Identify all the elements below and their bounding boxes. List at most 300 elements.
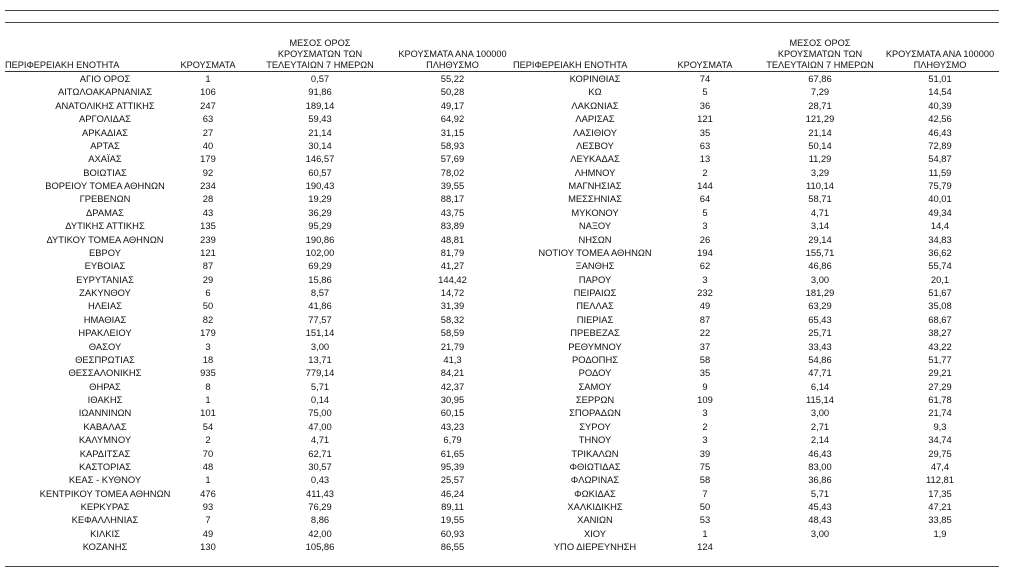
cell-avg7: 45,43 (808, 501, 832, 512)
cell-per100k: 57,69 (440, 153, 465, 165)
cell-avg7: 47,00 (308, 420, 332, 432)
cell-avg7: 6,14 (810, 380, 830, 392)
cell-cases: 135 (200, 220, 216, 232)
cell-region: ΛΕΥΚΑΔΑΣ (570, 153, 620, 165)
cell-avg7: 13,71 (308, 353, 332, 365)
cell-region: ΙΩΑΝΝΙΝΩΝ (78, 407, 132, 419)
table-row (5, 313, 505, 326)
table-row (5, 99, 505, 112)
cell-per100k: 31,15 (440, 126, 465, 138)
table-row (505, 206, 999, 219)
cell-avg7: 3,00 (810, 273, 830, 285)
cell-per100k: 27,29 (928, 380, 952, 392)
cell-region: ΕΒΡΟΥ (88, 246, 121, 258)
cell-avg7: 151,14 (305, 327, 335, 339)
cell-region: ΡΟΔΟΥ (578, 367, 612, 379)
table-row (505, 192, 999, 205)
cell-per100k: 83,89 (440, 220, 465, 232)
cell-avg7: 21,14 (308, 126, 332, 138)
cell-avg7: 7,29 (810, 86, 830, 98)
cell-per100k: 41,27 (440, 260, 465, 272)
top-rule-secondary (5, 22, 999, 23)
cell-region: ΚΕΝΤΡΙΚΟΥ ΤΟΜΕΑ ΑΘΗΝΩΝ (39, 487, 171, 499)
table-row (505, 299, 999, 312)
table-row (5, 406, 505, 419)
cell-cases: 7 (205, 514, 211, 526)
cell-avg7: 0,14 (310, 394, 330, 405)
cell-avg7: 411,43 (306, 487, 334, 499)
cell-per100k: 86,55 (440, 541, 465, 553)
header-per100k: ΚΡΟΥΣΜΑΤΑ ΑΝΑ 100000 ΠΛΗΘΥΣΜΟ (398, 49, 507, 70)
cell-avg7: 91,86 (308, 86, 332, 98)
cell-avg7: 36,29 (308, 206, 332, 218)
cell-region: ΚΕΡΚΥΡΑΣ (80, 501, 130, 512)
cell-cases: 3 (702, 407, 708, 419)
cell-per100k: 34,74 (928, 434, 952, 446)
header-cases: ΚΡΟΥΣΜΑΤΑ (677, 60, 733, 70)
cell-region: ΝΟΤΙΟΥ ΤΟΜΕΑ ΑΘΗΝΩΝ (538, 246, 652, 258)
cell-avg7: 75,00 (308, 407, 332, 419)
table-row (505, 126, 999, 139)
cell-region: ΤΡΙΚΑΛΩΝ (571, 447, 619, 459)
table-header (5, 30, 505, 72)
cell-region: ΑΧΑΪΑΣ (88, 153, 122, 165)
cell-region: ΔΥΤΙΚΗΣ ΑΤΤΙΚΗΣ (65, 220, 145, 232)
cell-cases: 22 (699, 327, 711, 339)
cell-region: ΗΡΑΚΛΕΙΟΥ (78, 327, 132, 339)
cell-region: ΜΥΚΟΝΟΥ (571, 206, 619, 218)
cell-region: ΦΩΚΙΔΑΣ (574, 487, 616, 499)
cell-per100k: 46,43 (928, 126, 952, 138)
table-row (5, 513, 505, 526)
cell-cases: 247 (200, 99, 216, 111)
cell-avg7: 67,86 (808, 73, 832, 84)
cell-per100k: 58,93 (440, 139, 465, 151)
cell-avg7: 8,86 (310, 514, 330, 526)
table-header (505, 30, 999, 72)
cell-region: ΖΑΚΥΝΘΟΥ (79, 287, 131, 298)
cell-per100k: 33,85 (928, 514, 952, 526)
cell-cases: 93 (202, 501, 214, 512)
cell-avg7: 15,86 (308, 273, 332, 285)
cell-cases: 35 (699, 367, 711, 379)
cell-region: ΚΑΒΑΛΑΣ (83, 420, 127, 432)
cell-region: ΚΑΛΥΜΝΟΥ (78, 434, 132, 446)
cell-per100k: 14,4 (930, 220, 950, 232)
table-row (5, 85, 505, 98)
cell-avg7: 46,43 (808, 447, 832, 459)
cell-avg7: 54,86 (808, 353, 832, 365)
cell-per100k: 21,79 (440, 340, 465, 352)
cell-avg7: 63,29 (808, 300, 832, 312)
table-body (505, 72, 999, 554)
table-right (505, 30, 999, 554)
cell-avg7: 2,71 (810, 420, 830, 432)
cell-avg7: 189,14 (305, 99, 335, 111)
cell-avg7: 21,14 (808, 126, 832, 138)
cell-avg7: 2,14 (810, 434, 830, 446)
cell-avg7: 115,14 (806, 394, 834, 405)
cell-per100k: 36,62 (928, 246, 952, 258)
cell-avg7: 105,86 (305, 541, 335, 553)
header-avg7: ΜΕΣΟΣ ΟΡΟΣ ΚΡΟΥΣΜΑΤΩΝ ΤΩΝ ΤΕΛΕΥΤΑΙΩΝ 7 ΗΜΕΡΩΝ (266, 38, 374, 70)
cell-cases: 50 (202, 300, 214, 312)
table-row (505, 313, 999, 326)
cell-per100k: 46,24 (440, 487, 465, 499)
top-rule (5, 10, 999, 11)
cell-cases: 7 (702, 487, 708, 499)
cell-per100k: 43,22 (928, 340, 952, 352)
cell-avg7: 0,43 (310, 474, 330, 486)
cell-per100k: 34,83 (928, 233, 952, 245)
table-row (505, 406, 999, 419)
cell-per100k: 43,23 (440, 420, 465, 432)
cell-avg7: 46,86 (808, 260, 832, 272)
cell-region: ΛΑΡΙΣΑΣ (575, 113, 615, 125)
cell-cases: 106 (200, 86, 216, 98)
cell-per100k: 60,15 (440, 407, 465, 419)
table-row (5, 206, 505, 219)
cell-cases: 179 (200, 153, 216, 165)
cell-per100k: 14,54 (928, 86, 952, 98)
table-row (5, 152, 505, 165)
cell-region: ΑΡΤΑΣ (90, 139, 120, 151)
cell-region: ΗΛΕΙΑΣ (88, 300, 122, 312)
cell-avg7: 59,43 (308, 113, 332, 125)
cell-avg7: 77,57 (308, 313, 332, 325)
bottom-rule (5, 566, 999, 567)
cell-region: ΡΕΘΥΜΝΟΥ (568, 340, 622, 352)
cell-avg7: 0,57 (310, 73, 330, 84)
table-row (505, 500, 999, 513)
table-row (5, 380, 505, 393)
cell-cases: 130 (200, 541, 216, 553)
cell-region: ΒΟΙΩΤΙΑΣ (83, 166, 127, 178)
cell-region: ΘΗΡΑΣ (89, 380, 121, 392)
cell-per100k: 58,59 (440, 327, 465, 339)
cell-cases: 70 (202, 447, 214, 459)
cell-cases: 2 (702, 166, 708, 178)
table-row (505, 112, 999, 125)
cell-avg7: 58,71 (808, 193, 832, 205)
cell-cases: 3 (702, 273, 708, 285)
cell-avg7: 190,43 (305, 180, 335, 191)
table-row (5, 353, 505, 366)
cell-region: ΧΑΛΚΙΔΙΚΗΣ (567, 501, 623, 512)
cell-cases: 194 (697, 246, 713, 258)
table-row (5, 179, 505, 192)
table-row (505, 393, 999, 406)
cell-cases: 92 (202, 166, 214, 178)
cell-cases: 37 (699, 340, 711, 352)
header-avg7: ΜΕΣΟΣ ΟΡΟΣ ΚΡΟΥΣΜΑΤΩΝ ΤΩΝ ΤΕΛΕΥΤΑΙΩΝ 7 ΗΜΕΡΩΝ (766, 38, 874, 70)
cell-avg7: 47,71 (808, 367, 832, 379)
cell-region: ΚΙΛΚΙΣ (90, 527, 120, 539)
cell-cases: 40 (202, 139, 214, 151)
table-row (5, 500, 505, 513)
cell-cases: 6 (205, 287, 211, 298)
cell-region: ΕΥΡΥΤΑΝΙΑΣ (76, 273, 134, 285)
cell-per100k: 21,74 (928, 407, 952, 419)
cell-per100k: 47,4 (930, 460, 950, 472)
cell-avg7: 11,29 (808, 153, 832, 165)
cell-per100k: 38,27 (928, 327, 952, 339)
table-row (5, 112, 505, 125)
cell-cases: 29 (202, 273, 214, 285)
cell-per100k: 48,81 (440, 233, 465, 245)
table-row (505, 366, 999, 379)
cell-region: ΥΠΟ ΔΙΕΡΕΥΝΗΣΗ (553, 541, 637, 553)
cell-region: ΡΟΔΟΠΗΣ (571, 353, 619, 365)
table-row (5, 299, 505, 312)
cell-per100k: 29,75 (928, 447, 952, 459)
cell-cases: 3 (702, 434, 708, 446)
cell-per100k: 51,01 (928, 73, 952, 84)
table-row (505, 353, 999, 366)
cell-cases: 1 (205, 73, 211, 84)
cell-per100k: 41,3 (443, 353, 462, 365)
cell-per100k: 72,89 (928, 139, 952, 151)
table-row (5, 393, 505, 406)
cell-per100k: 55,22 (440, 73, 465, 84)
table-row (5, 166, 505, 179)
cell-region: ΚΑΡΔΙΤΣΑΣ (79, 447, 131, 459)
cell-cases: 101 (200, 407, 216, 419)
cell-cases: 1 (205, 474, 211, 486)
cell-avg7: 36,86 (808, 474, 832, 486)
table-row (505, 513, 999, 526)
cell-avg7: 3,00 (310, 340, 330, 352)
cell-cases: 3 (205, 340, 211, 352)
cell-cases: 476 (200, 487, 216, 499)
cell-avg7: 5,71 (810, 487, 830, 499)
cell-per100k: 64,92 (440, 113, 465, 125)
cell-per100k: 29,21 (928, 367, 952, 379)
cell-per100k: 20,1 (930, 273, 950, 285)
cell-per100k: 50,28 (440, 86, 465, 98)
cell-cases: 1 (702, 527, 708, 539)
cell-region: ΚΑΣΤΟΡΙΑΣ (78, 460, 132, 472)
cell-region: ΣΠΟΡΑΔΩΝ (569, 407, 621, 419)
cell-avg7: 4,71 (810, 206, 830, 218)
table-row (5, 139, 505, 152)
table-row (5, 192, 505, 205)
table-row (505, 473, 999, 486)
cell-avg7: 181,29 (805, 287, 835, 298)
cell-per100k: 89,11 (441, 501, 464, 512)
cell-region: ΛΑΣΙΘΙΟΥ (572, 126, 618, 138)
table-row (505, 487, 999, 500)
table-row (505, 85, 999, 98)
cell-cases: 63 (202, 113, 214, 125)
cell-cases: 3 (702, 220, 708, 232)
table-row (505, 179, 999, 192)
table-row (5, 246, 505, 259)
cell-region: ΤΗΝΟΥ (578, 434, 612, 446)
table-left (5, 30, 505, 554)
cell-cases: 75 (699, 460, 711, 472)
table-row (505, 340, 999, 353)
cell-per100k: 11,59 (928, 166, 952, 178)
table-row (505, 273, 999, 286)
cell-cases: 43 (202, 206, 214, 218)
cell-per100k: 61,65 (440, 447, 465, 459)
cell-region: ΑΝΑΤΟΛΙΚΗΣ ΑΤΤΙΚΗΣ (55, 99, 155, 111)
cell-region: ΞΑΝΘΗΣ (575, 260, 615, 272)
cell-cases: 121 (200, 246, 216, 258)
cell-avg7: 50,14 (808, 139, 832, 151)
cell-cases: 87 (202, 260, 214, 272)
cell-cases: 124 (697, 541, 713, 553)
cell-region: ΦΘΙΩΤΙΔΑΣ (569, 460, 621, 472)
cell-avg7: 3,00 (810, 407, 830, 419)
cell-per100k: 84,21 (440, 367, 465, 379)
cell-region: ΑΙΤΩΛΟΑΚΑΡΝΑΝΙΑΣ (57, 86, 153, 98)
cell-cases: 1 (205, 394, 211, 405)
cell-cases: 27 (202, 126, 214, 138)
table-row (505, 99, 999, 112)
cell-region: ΝΗΣΩΝ (578, 233, 612, 245)
cell-region: ΠΙΕΡΙΑΣ (576, 313, 614, 325)
cell-avg7: 28,71 (808, 99, 832, 111)
cell-per100k: 68,67 (928, 313, 952, 325)
cell-cases: 62 (699, 260, 711, 272)
header-per100k: ΚΡΟΥΣΜΑΤΑ ΑΝΑ 100000 ΠΛΗΘΥΣΜΟ (885, 49, 995, 70)
cell-avg7: 41,86 (308, 300, 332, 312)
cell-cases: 35 (699, 126, 711, 138)
cell-region: ΣΥΡΟΥ (579, 420, 611, 432)
cell-avg7: 102,00 (305, 246, 335, 258)
table-row (505, 259, 999, 272)
table-row (505, 152, 999, 165)
cell-per100k: 112,81 (926, 474, 954, 486)
cell-avg7: 30,14 (308, 139, 332, 151)
cell-avg7: 76,29 (308, 501, 332, 512)
cell-cases: 28 (202, 193, 214, 205)
cell-per100k: 75,79 (928, 180, 952, 191)
table-row (5, 420, 505, 433)
cell-cases: 2 (702, 420, 708, 432)
table-row (5, 433, 505, 446)
cell-region: ΜΑΓΝΗΣΙΑΣ (568, 180, 622, 191)
cell-per100k: 31,39 (440, 300, 465, 312)
cell-cases: 121 (697, 113, 713, 125)
cell-cases: 63 (699, 139, 711, 151)
cell-cases: 18 (202, 353, 214, 365)
table-row (505, 447, 999, 460)
cell-per100k: 60,93 (440, 527, 465, 539)
table-body (5, 72, 505, 554)
cell-avg7: 60,57 (308, 166, 332, 178)
cell-region: ΔΥΤΙΚΟΥ ΤΟΜΕΑ ΑΘΗΝΩΝ (46, 233, 164, 245)
cell-region: ΚΩ (588, 86, 602, 98)
cell-region: ΠΑΡΟΥ (578, 273, 612, 285)
cell-per100k: 9,3 (933, 420, 947, 432)
cell-cases: 5 (702, 206, 708, 218)
cell-cases: 74 (699, 73, 711, 84)
cell-per100k: 35,08 (928, 300, 952, 312)
cell-per100k: 78,02 (440, 166, 465, 178)
cell-per100k: 40,39 (928, 99, 952, 111)
table-row (505, 527, 999, 540)
cell-region: ΗΜΑΘΙΑΣ (83, 313, 127, 325)
cell-avg7: 3,29 (810, 166, 830, 178)
cell-cases: 58 (699, 474, 711, 486)
cell-region: ΔΡΑΜΑΣ (86, 206, 124, 218)
cell-region: ΑΡΚΑΔΙΑΣ (82, 126, 128, 138)
table-row (5, 473, 505, 486)
cell-per100k: 55,74 (928, 260, 952, 272)
cell-avg7: 19,29 (308, 193, 332, 205)
cell-cases: 9 (702, 380, 708, 392)
cell-region: ΦΛΩΡΙΝΑΣ (570, 474, 620, 486)
table-row (5, 487, 505, 500)
cell-cases: 50 (699, 501, 711, 512)
cell-avg7: 69,29 (308, 260, 332, 272)
table-row (505, 233, 999, 246)
cell-avg7: 25,71 (808, 327, 832, 339)
cell-per100k: 42,37 (440, 380, 465, 392)
cell-per100k: 43,75 (440, 206, 465, 218)
cell-region: ΛΗΜΝΟΥ (574, 166, 616, 178)
table-row (5, 233, 505, 246)
cell-per100k: 88,17 (440, 193, 465, 205)
table-row (5, 447, 505, 460)
cell-per100k: 144,42 (438, 273, 467, 285)
cell-per100k: 51,77 (928, 353, 952, 365)
table-row (505, 420, 999, 433)
cell-region: ΠΕΙΡΑΙΩΣ (573, 287, 617, 298)
cell-region: ΘΕΣΠΡΩΤΙΑΣ (75, 353, 135, 365)
cell-avg7: 95,29 (308, 220, 332, 232)
cell-cases: 39 (699, 447, 711, 459)
table-row (5, 540, 505, 553)
cell-cases: 13 (699, 153, 711, 165)
cell-per100k: 95,39 (440, 460, 465, 472)
cell-cases: 49 (699, 300, 711, 312)
cell-region: ΧΑΝΙΩΝ (577, 514, 613, 526)
table-row (5, 340, 505, 353)
cell-region: ΛΕΣΒΟΥ (576, 139, 614, 151)
table-row (505, 139, 999, 152)
cell-cases: 58 (699, 353, 711, 365)
cell-per100k: 6,79 (443, 434, 462, 446)
cell-region: ΚΕΑΣ - ΚΥΘΝΟΥ (68, 474, 142, 486)
cell-per100k: 25,57 (440, 474, 465, 486)
table-row (505, 380, 999, 393)
cell-cases: 935 (200, 367, 216, 379)
cell-cases: 64 (699, 193, 711, 205)
table-row (5, 273, 505, 286)
cell-cases: 144 (697, 180, 713, 191)
cell-avg7: 62,71 (308, 447, 332, 459)
cell-per100k: 40,01 (928, 193, 952, 205)
table-row (5, 366, 505, 379)
cell-region: ΕΥΒΟΙΑΣ (84, 260, 126, 272)
cell-avg7: 30,57 (308, 460, 332, 472)
cell-region: ΑΓΙΟ ΟΡΟΣ (79, 73, 131, 84)
table-row (5, 326, 505, 339)
cell-avg7: 3,14 (810, 220, 830, 232)
cell-region: ΘΑΣΟΥ (88, 340, 122, 352)
cell-region: ΣΕΡΡΩΝ (575, 394, 615, 405)
table-row (5, 286, 505, 299)
cell-per100k: 51,67 (928, 287, 952, 298)
cell-per100k: 47,21 (928, 501, 952, 512)
cell-region: ΙΘΑΚΗΣ (87, 394, 123, 405)
cell-per100k: 42,56 (928, 113, 952, 125)
table-row (5, 126, 505, 139)
